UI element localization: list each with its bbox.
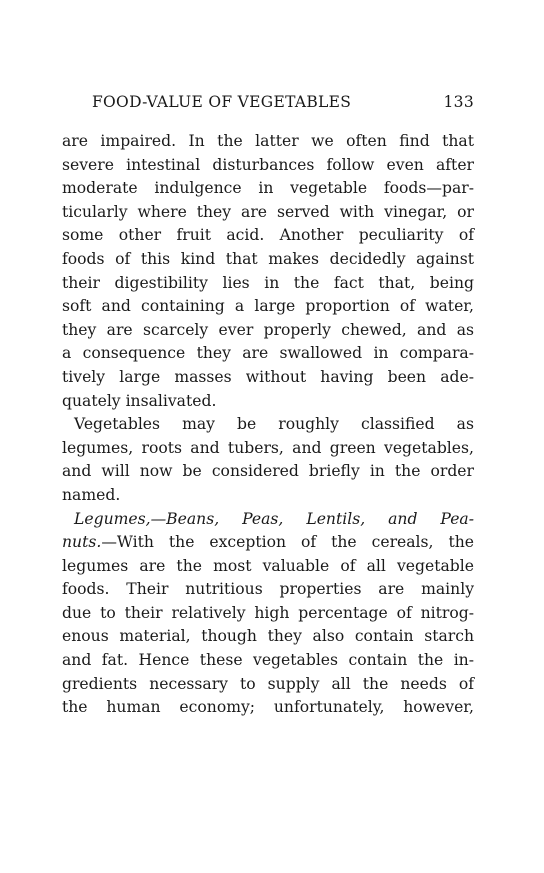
running-head-title: FOOD-VALUE OF VEGETABLES [92, 93, 352, 111]
text-line: quately insalivated. [62, 391, 217, 410]
text-line: moderate indulgence in vegetable foods—par- [62, 179, 474, 198]
body-text [62, 130, 474, 720]
section-heading-line: nuts.—With the exception of the cereals, the [62, 533, 474, 552]
text-line: named. [62, 485, 121, 504]
text-line: are impaired. In the latter we often find that [62, 132, 474, 150]
text-line: and fat. Hence these vegetables contain the in- [62, 651, 474, 670]
text-line: the human economy; unfortunately, however, [62, 698, 474, 717]
text-line: soft and containing a large proportion of water, [62, 297, 474, 316]
text-line: due to their relatively high percentage of nitrog- [62, 603, 474, 622]
page-number: 133 [443, 93, 474, 111]
text-line: foods. Their nutritious properties are mainly [62, 580, 474, 599]
text-line: ticularly where they are served with vinegar, or [62, 202, 474, 221]
text-line: some other fruit acid. Another peculiarity of [62, 226, 474, 245]
text-line: they are scarcely ever properly chewed, and as [62, 320, 474, 339]
text-line: legumes, roots and tubers, and green vegetables, [62, 438, 474, 457]
text-line: a consequence they are swallowed in compara- [62, 344, 474, 363]
text-line: gredients necessary to supply all the needs of [62, 674, 474, 693]
running-head [92, 93, 474, 115]
text-line: enous material, though they also contain starch [62, 627, 474, 646]
text-line: foods of this kind that makes decidedly against [62, 249, 474, 268]
text-line: tively large masses without having been ade- [62, 367, 474, 386]
text-line: severe intestinal disturbances follow even after [62, 155, 474, 174]
text-line: their digestibility lies in the fact that, being [62, 273, 474, 292]
text-line: and will now be considered briefly in the order [62, 462, 474, 481]
text-line: Vegetables may be roughly classified as [74, 415, 474, 434]
section-heading-line: Legumes,—Beans, Peas, Lentils, and Pea- [74, 509, 474, 528]
text-line: legumes are the most valuable of all vegetable [62, 556, 474, 575]
